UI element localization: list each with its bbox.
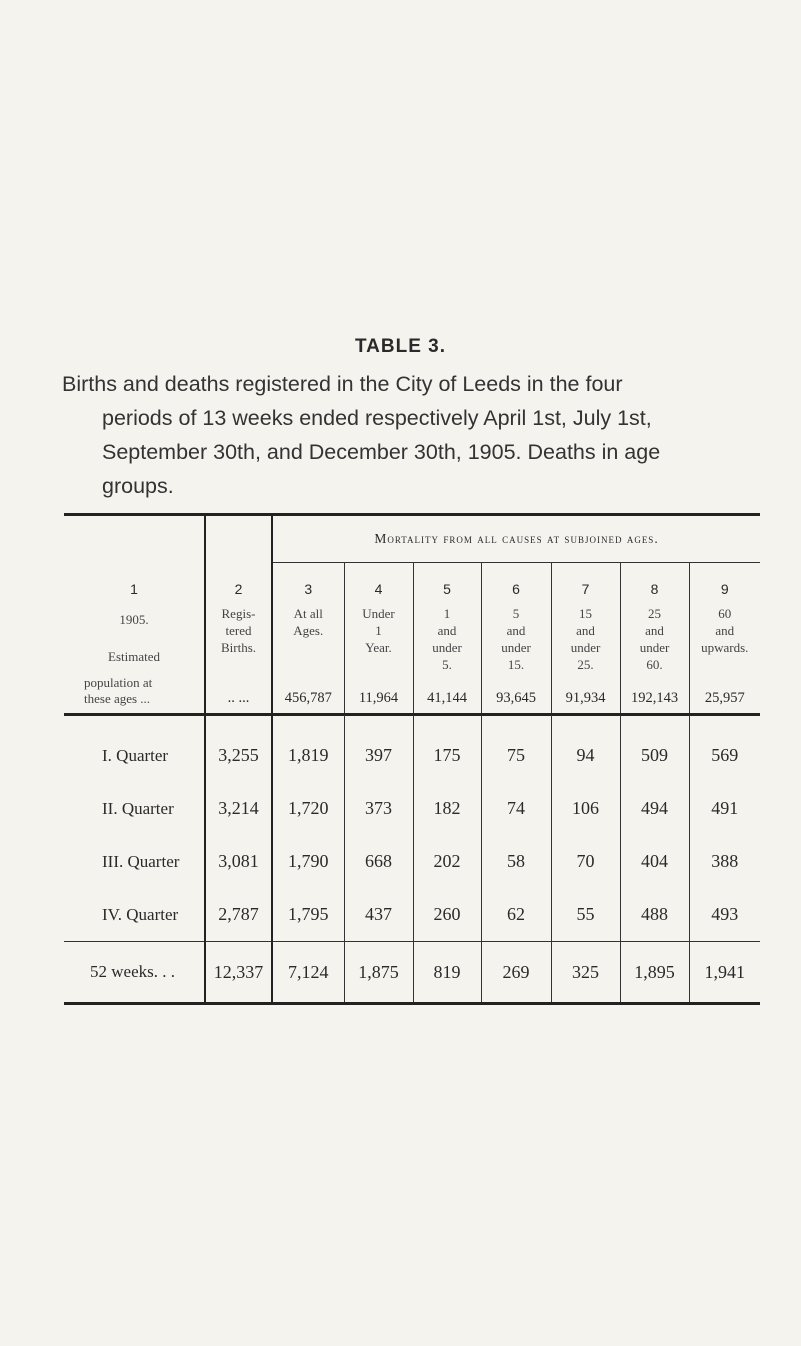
quarter-row xyxy=(64,835,760,888)
col6-header: 5 and under 15. xyxy=(481,597,551,673)
quarter-cell: 74 xyxy=(481,782,551,835)
quarter-cell: 55 xyxy=(551,888,620,942)
column-number: 7 xyxy=(551,563,620,598)
quarter-cell: 3,081 xyxy=(205,835,272,888)
column-number: 2 xyxy=(205,563,272,598)
estimated-cell: 11,964 xyxy=(344,673,413,715)
year-label: 1905. xyxy=(119,612,149,627)
quarter-cell: 58 xyxy=(481,835,551,888)
quarter-cell: 62 xyxy=(481,888,551,942)
total-cell: 7,124 xyxy=(272,942,344,1004)
column-header-row xyxy=(64,597,760,673)
quarter-rows xyxy=(64,715,760,942)
total-cell: 819 xyxy=(413,942,481,1004)
quarter-cell: 2,787 xyxy=(205,888,272,942)
quarter-cell: 397 xyxy=(344,715,413,782)
quarter-cell: 494 xyxy=(620,782,689,835)
quarter-table xyxy=(64,715,760,1005)
quarter-cell: 437 xyxy=(344,888,413,942)
quarter-cell: 404 xyxy=(620,835,689,888)
estimated-population-row xyxy=(64,673,760,715)
column-number: 6 xyxy=(481,563,551,598)
total-row xyxy=(64,942,760,1004)
col3-header: At all Ages. xyxy=(272,597,344,673)
quarter-cell: 106 xyxy=(551,782,620,835)
table-caption xyxy=(62,367,782,503)
mortality-table xyxy=(64,513,760,716)
col8-header: 25 and under 60. xyxy=(620,597,689,673)
quarter-cell: 182 xyxy=(413,782,481,835)
column-number: 1 xyxy=(64,563,205,598)
quarter-row xyxy=(64,715,760,782)
column-number: 4 xyxy=(344,563,413,598)
quarter-row xyxy=(64,888,760,942)
quarter-cell: 388 xyxy=(689,835,760,888)
quarter-cell: 668 xyxy=(344,835,413,888)
total-label: 52 weeks. . . xyxy=(64,942,205,1004)
quarter-label: I. Quarter xyxy=(64,715,205,782)
quarter-cell: 1,795 xyxy=(272,888,344,942)
total-cell: 12,337 xyxy=(205,942,272,1004)
estimated-cell: 456,787 xyxy=(272,673,344,715)
caption-line-3: September 30th, and December 30th, 1905. Deaths in age xyxy=(102,440,661,464)
quarter-cell: 509 xyxy=(620,715,689,782)
estimated-cell: 93,645 xyxy=(481,673,551,715)
quarter-cell: 491 xyxy=(689,782,760,835)
estimated-cell: 25,957 xyxy=(689,673,760,715)
quarter-label: III. Quarter xyxy=(64,835,205,888)
caption-line-4: groups. xyxy=(102,474,174,498)
quarter-row xyxy=(64,782,760,835)
quarter-cell: 373 xyxy=(344,782,413,835)
quarter-cell: 1,819 xyxy=(272,715,344,782)
estimated-cell: 192,143 xyxy=(620,673,689,715)
caption-line-2: periods of 13 weeks ended respectively April 1st, July 1st, xyxy=(102,406,652,430)
col9-header: 60 and upwards. xyxy=(689,597,760,673)
estimated-population-label: population at these ages ... xyxy=(64,673,205,715)
quarter-label: IV. Quarter xyxy=(64,888,205,942)
total-cell: 269 xyxy=(481,942,551,1004)
quarter-cell: 260 xyxy=(413,888,481,942)
estimated-cell: 91,934 xyxy=(551,673,620,715)
quarter-cell: 70 xyxy=(551,835,620,888)
col1-header xyxy=(64,597,205,673)
col2-header: Regis- tered Births. xyxy=(205,597,272,673)
table-title: TABLE 3. xyxy=(354,336,447,357)
quarter-cell: 1,720 xyxy=(272,782,344,835)
estimated-label: Estimated xyxy=(108,649,160,664)
quarter-label: II. Quarter xyxy=(64,782,205,835)
column-number-row xyxy=(64,563,760,598)
estimated-cell: .. ... xyxy=(205,673,272,715)
column-number: 3 xyxy=(272,563,344,598)
quarter-cell: 1,790 xyxy=(272,835,344,888)
quarter-cell: 3,255 xyxy=(205,715,272,782)
column-number: 8 xyxy=(620,563,689,598)
quarter-cell: 94 xyxy=(551,715,620,782)
col7-header: 15 and under 25. xyxy=(551,597,620,673)
quarter-cell: 202 xyxy=(413,835,481,888)
quarter-cell: 175 xyxy=(413,715,481,782)
total-cell: 1,941 xyxy=(689,942,760,1004)
mortality-header-row xyxy=(64,515,760,563)
total-cell: 325 xyxy=(551,942,620,1004)
total-cell: 1,875 xyxy=(344,942,413,1004)
col5-header: 1 and under 5. xyxy=(413,597,481,673)
quarter-cell: 569 xyxy=(689,715,760,782)
caption-line-1: Births and deaths registered in the City of Leeds in the four xyxy=(62,372,623,396)
col4-header: Under 1 Year. xyxy=(344,597,413,673)
column-number: 9 xyxy=(689,563,760,598)
quarter-cell: 493 xyxy=(689,888,760,942)
quarter-cell: 488 xyxy=(620,888,689,942)
mortality-header: Mortality from all causes at subjoined ages. xyxy=(272,515,760,563)
quarter-cell: 3,214 xyxy=(205,782,272,835)
total-cell: 1,895 xyxy=(620,942,689,1004)
column-number: 5 xyxy=(413,563,481,598)
estimated-cell: 41,144 xyxy=(413,673,481,715)
quarter-cell: 75 xyxy=(481,715,551,782)
